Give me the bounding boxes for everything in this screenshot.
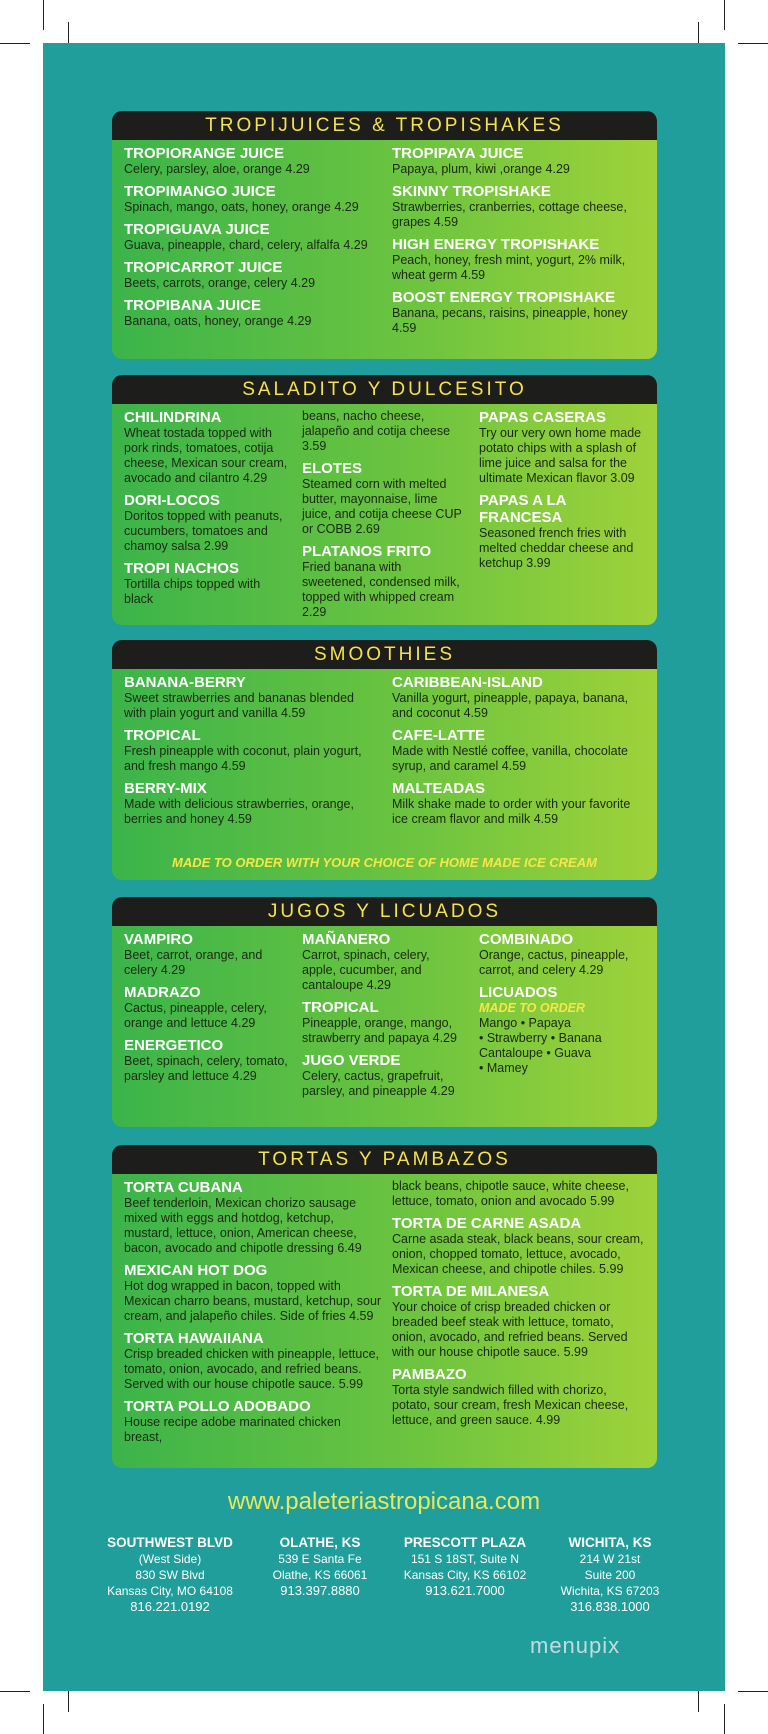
item-desc: Cactus, pineapple, celery, orange and lettuce 4.29 — [124, 1001, 267, 1030]
location-phone[interactable]: 316.838.1000 — [570, 1599, 650, 1614]
item-desc: Doritos topped with peanuts, cucumbers, tomatoes and chamoy salsa 2.99 — [124, 509, 283, 553]
item-desc: Fried banana with sweetened, condensed milk, topped with whipped cream 2.29 — [302, 560, 460, 619]
item-name: TORTA POLLO ADOBADO — [124, 1398, 311, 1415]
item-name: TROPICAL — [124, 727, 201, 744]
website-link[interactable]: www.paleteriastropicana.com — [227, 1488, 541, 1515]
menu-item — [124, 984, 289, 1031]
item-desc: Vanilla yogurt, pineapple, papaya, banana, and coconut 4.59 — [392, 691, 629, 720]
menu-item — [392, 183, 647, 230]
item-desc: Beets, carrots, orange, celery 4.29 — [124, 276, 316, 290]
item-name: BOOST ENERGY TROPISHAKE — [392, 289, 616, 306]
location-phone[interactable]: 816.221.0192 — [130, 1599, 210, 1614]
item-desc: Celery, parsley, aloe, orange 4.29 — [124, 162, 310, 176]
menu-item — [124, 145, 379, 177]
menu-item — [124, 1330, 382, 1392]
item-desc: Made with Nestlé coffee, vanilla, chocolate syrup, and caramel 4.59 — [392, 744, 629, 773]
column-right — [392, 1179, 647, 1434]
crop-mark — [738, 1691, 768, 1692]
location-address: Wichita, KS 67203 — [560, 1584, 660, 1598]
item-name: LICUADOS — [479, 984, 558, 1001]
location-address: Suite 200 — [584, 1568, 636, 1582]
item-name: CAFE-LATTE — [392, 727, 486, 744]
item-name: TROPICARROT JUICE — [124, 259, 283, 276]
location-name: WICHITA, KS — [568, 1535, 652, 1550]
item-name: HIGH ENERGY TROPISHAKE — [392, 236, 600, 253]
item-desc: Milk shake made to order with your favorite ice cream flavor and milk 4.59 — [392, 797, 631, 826]
item-name: DORI-LOCOS — [124, 492, 220, 509]
item-desc: Try our very own home made potato chips with a splash of lime juice and salsa for the ultimate Mexican flavor 3.09 — [479, 426, 642, 485]
location-southwest — [100, 1535, 240, 1615]
menu-item — [124, 1398, 382, 1445]
menu-item — [479, 409, 647, 486]
menu-item — [302, 409, 467, 454]
menu-item — [124, 297, 379, 329]
menu-item — [124, 674, 379, 721]
item-desc: Beef tenderloin, Mexican chorizo sausage mixed with eggs and hotdog, ketchup, mustard, lettuce, onion, American cheese, bacon, avocado and chipotle dressing 6.49 — [124, 1196, 362, 1255]
flavor-line: Mango • Papaya — [479, 1016, 571, 1030]
item-name: MADRAZO — [124, 984, 201, 1001]
menu-item — [479, 492, 647, 571]
column-left — [124, 674, 379, 833]
item-name: VAMPIRO — [124, 931, 193, 948]
item-name: TORTA DE CARNE ASADA — [392, 1215, 582, 1232]
item-desc: Peach, honey, fresh mint, yogurt, 2% milk, wheat germ 4.59 — [392, 253, 626, 282]
item-name: TORTA DE MILANESA — [392, 1283, 550, 1300]
column-2 — [302, 931, 467, 1105]
crop-mark — [43, 1704, 44, 1734]
menu-item — [124, 1037, 289, 1084]
menu-item — [302, 999, 467, 1046]
flavor-line: Cantaloupe • Guava — [479, 1046, 592, 1060]
section-saladito — [112, 375, 657, 625]
menu-item — [479, 931, 647, 978]
location-address: Olathe, KS 66061 — [272, 1568, 368, 1582]
item-desc: Torta style sandwich filled with chorizo, potato, sour cream, fresh Mexican cheese, lettuce, and green sauce. 4.99 — [392, 1383, 629, 1427]
flavor-line: • Strawberry • Banana — [479, 1031, 602, 1045]
item-desc: Pineapple, orange, mango, strawberry and papaya 4.29 — [302, 1016, 457, 1045]
menu-item — [124, 409, 289, 486]
location-address: Kansas City, MO 64108 — [107, 1584, 233, 1598]
menu-item — [392, 1179, 647, 1209]
item-desc: Steamed corn with melted butter, mayonnaise, lime juice, and cotija cheese CUP or COBB 2.69 — [302, 477, 462, 536]
item-desc: Guava, pineapple, chard, celery, alfalfa 4.29 — [124, 238, 368, 252]
item-name: TROPIBANA JUICE — [124, 297, 261, 314]
item-desc: Tortilla chips topped with black — [124, 577, 261, 606]
item-name: TORTA HAWAIIANA — [124, 1330, 264, 1347]
column-right — [392, 145, 647, 342]
item-desc: Banana, pecans, raisins, pineapple, honey 4.59 — [392, 306, 628, 335]
item-name: BANANA-BERRY — [124, 674, 246, 691]
item-name: JUGO VERDE — [302, 1052, 401, 1069]
item-name: ENERGETICO — [124, 1037, 224, 1054]
item-name: MAÑANERO — [302, 931, 391, 948]
menupix-watermark: menupix — [530, 1633, 621, 1658]
item-desc: Crisp breaded chicken with pineapple, lettuce, tomato, onion, avocado, and refried beans. Served with our house chipotle sauce. 5.99 — [124, 1347, 380, 1391]
item-desc: black beans, chipotle sauce, white cheese, lettuce, tomato, onion and avocado 5.99 — [392, 1179, 629, 1208]
menu-item — [124, 1179, 382, 1256]
item-name: MALTEADAS — [392, 780, 486, 797]
section-title: JUGOS Y LICUADOS — [112, 897, 657, 926]
column-3 — [479, 409, 647, 577]
menu-item — [124, 1262, 382, 1324]
menu-item — [124, 727, 379, 774]
crop-mark — [738, 43, 768, 44]
item-desc: Carne asada steak, black beans, sour cream, onion, chopped tomato, lettuce, avocado, Mexican cheese, and chipotle chiles. 5.99 — [392, 1232, 644, 1276]
crop-mark — [724, 1704, 725, 1734]
menu-item — [302, 460, 467, 537]
column-2 — [302, 409, 467, 626]
item-name: PLATANOS FRITO — [302, 543, 432, 560]
column-3 — [479, 931, 647, 1082]
item-name: TROPIGUAVA JUICE — [124, 221, 270, 238]
item-desc: Orange, cactus, pineapple, carrot, and celery 4.29 — [479, 948, 629, 977]
crop-mark — [724, 0, 725, 30]
item-name: PAPAS A LA FRANCESA — [479, 492, 566, 526]
item-name: TROPIMANGO JUICE — [124, 183, 276, 200]
menu-item — [392, 727, 647, 774]
smoothies-footnote: MADE TO ORDER WITH YOUR CHOICE OF HOME MADE ICE CREAM — [172, 855, 597, 870]
location-address: 151 S 18ST, Suite N — [410, 1552, 520, 1566]
item-name: TROPI NACHOS — [124, 560, 240, 577]
location-name: OLATHE, KS — [279, 1535, 361, 1550]
item-desc: Papaya, plum, kiwi ,orange 4.29 — [392, 162, 570, 176]
item-name: TROPIORANGE JUICE — [124, 145, 285, 162]
menu-item — [124, 259, 379, 291]
item-desc: Spinach, mango, oats, honey, orange 4.29 — [124, 200, 359, 214]
item-desc: Seasoned french fries with melted cheddar cheese and ketchup 3.99 — [479, 526, 634, 570]
licuados-item — [479, 984, 647, 1076]
section-title: TORTAS Y PAMBAZOS — [112, 1145, 657, 1174]
item-desc: Wheat tostada topped with pork rinds, tomatoes, cotija cheese, Mexican sour cream, avocado and cilantro 4.29 — [124, 426, 288, 485]
location-address: Kansas City, KS 66102 — [403, 1568, 527, 1582]
location-address: 539 E Santa Fe — [278, 1552, 362, 1566]
item-name: TROPIPAYA JUICE — [392, 145, 524, 162]
item-desc: Your choice of crisp breaded chicken or breaded beef steak with lettuce, tomato, onion, avocado, and refried beans. Served with our house chipotle sauce. 5.99 — [392, 1300, 628, 1359]
item-name: CHILINDRINA — [124, 409, 222, 426]
crop-mark — [0, 43, 30, 44]
menu-item — [302, 543, 467, 620]
item-desc: Made with delicious strawberries, orange, berries and honey 4.59 — [124, 797, 354, 826]
menu-item — [392, 145, 647, 177]
item-name: BERRY-MIX — [124, 780, 207, 797]
item-desc: beans, nacho cheese, jalapeño and cotija cheese 3.59 — [302, 409, 451, 453]
item-desc: Sweet strawberries and bananas blended with plain yogurt and vanilla 4.59 — [124, 691, 355, 720]
item-name: PAPAS CASERAS — [479, 409, 606, 426]
menu-item — [392, 1283, 647, 1360]
location-prescott — [395, 1535, 535, 1599]
item-desc: Fresh pineapple with coconut, plain yogurt, and fresh mango 4.59 — [124, 744, 362, 773]
item-desc: Celery, cactus, grapefruit, parsley, and pineapple 4.29 — [302, 1069, 455, 1098]
item-desc: Beet, spinach, celery, tomato, parsley and lettuce 4.29 — [124, 1054, 288, 1083]
column-1 — [124, 931, 289, 1090]
menu-item — [124, 221, 379, 253]
item-desc: Banana, oats, honey, orange 4.29 — [124, 314, 312, 328]
location-address: 830 SW Blvd — [135, 1568, 205, 1582]
menu-item — [392, 1366, 647, 1428]
location-wichita — [545, 1535, 675, 1615]
item-name: ELOTES — [302, 460, 363, 477]
item-desc: Hot dog wrapped in bacon, topped with Mexican charro beans, mustard, ketchup, sour cream, and jalapeño chiles. Side of fries 4.59 — [124, 1279, 382, 1323]
item-desc: House recipe adobe marinated chicken breast, — [124, 1415, 341, 1444]
column-1 — [124, 409, 289, 613]
item-name: COMBINADO — [479, 931, 574, 948]
section-title: TROPIJUICES & TROPISHAKES — [112, 111, 657, 140]
menu-item — [392, 780, 647, 827]
section-title: SMOOTHIES — [112, 640, 657, 669]
column-right — [392, 674, 647, 833]
menu-item — [392, 674, 647, 721]
crop-mark — [43, 0, 44, 30]
item-desc: Strawberries, cranberries, cottage cheese, grapes 4.59 — [392, 200, 627, 229]
menu-item — [302, 931, 467, 993]
item-name: MEXICAN HOT DOG — [124, 1262, 268, 1279]
menu-item — [302, 1052, 467, 1099]
item-name: CARIBBEAN-ISLAND — [392, 674, 543, 691]
column-left — [124, 1179, 382, 1451]
menu-item — [392, 289, 647, 336]
location-address: 214 W 21st — [579, 1552, 641, 1566]
location-phone[interactable]: 913.621.7000 — [425, 1583, 505, 1598]
section-jugos — [112, 897, 657, 1127]
column-left — [124, 145, 379, 335]
item-desc: Carrot, spinach, celery, apple, cucumber, and cantaloupe 4.29 — [302, 948, 430, 992]
menu-item — [124, 492, 289, 554]
item-name: TORTA CUBANA — [124, 1179, 243, 1196]
location-name: SOUTHWEST BLVD — [107, 1535, 233, 1550]
item-name: TROPICAL — [302, 999, 379, 1016]
menu-item — [124, 560, 289, 607]
item-name: SKINNY TROPISHAKE — [392, 183, 551, 200]
location-olathe — [255, 1535, 385, 1599]
location-name: PRESCOTT PLAZA — [403, 1535, 527, 1550]
menu-item — [124, 780, 379, 827]
menu-item — [392, 236, 647, 283]
section-smoothies — [112, 640, 657, 880]
item-name: PAMBAZO — [392, 1366, 467, 1383]
menu-item — [392, 1215, 647, 1277]
location-phone[interactable]: 913.397.8880 — [280, 1583, 360, 1598]
flavor-line: • Mamey — [479, 1061, 528, 1075]
section-title: SALADITO Y DULCESITO — [112, 375, 657, 404]
made-to-order-note: MADE TO ORDER — [479, 1001, 586, 1015]
section-tortas — [112, 1145, 657, 1468]
section-tropijuices — [112, 111, 657, 359]
menu-item — [124, 931, 289, 978]
location-address: (West Side) — [138, 1552, 202, 1566]
menu-item — [124, 183, 379, 215]
item-desc: Beet, carrot, orange, and celery 4.29 — [124, 948, 263, 977]
crop-mark — [0, 1691, 30, 1692]
